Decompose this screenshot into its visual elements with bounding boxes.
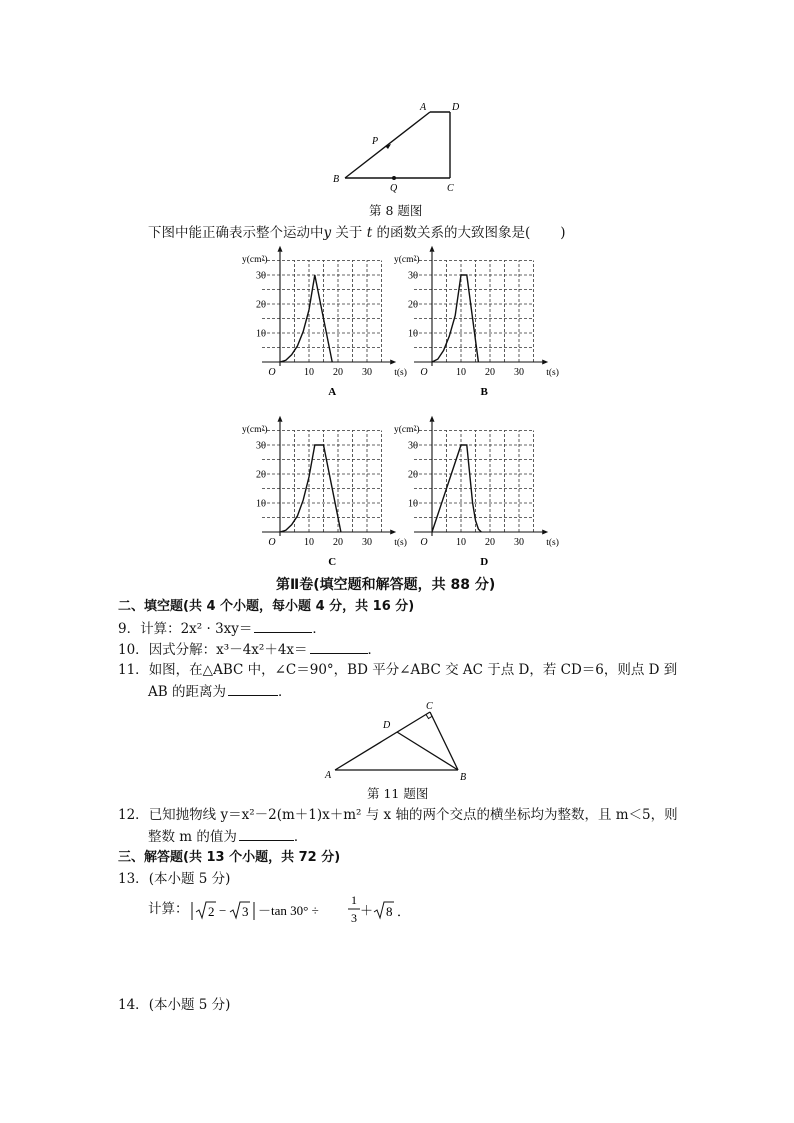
y-axis-label: y(cm²) bbox=[394, 425, 420, 435]
y-tick-label: 30 bbox=[408, 440, 418, 452]
origin-label: O bbox=[420, 367, 428, 378]
q11-triangle-figure bbox=[320, 700, 480, 782]
origin-label: O bbox=[268, 537, 276, 548]
q8-prompt: 下图中能正确表示整个运动中y 关于 t 的函数关系的大致图象是( ) bbox=[148, 225, 566, 241]
q11-point-d: D bbox=[383, 720, 391, 731]
graph-option-label[interactable]: D bbox=[480, 556, 489, 568]
x-tick-label: 20 bbox=[333, 367, 343, 378]
origin-label: O bbox=[268, 367, 276, 378]
graph-option-label[interactable]: B bbox=[480, 386, 488, 398]
y-tick-label: 20 bbox=[408, 299, 418, 311]
x-tick-label: 30 bbox=[514, 367, 524, 378]
x-tick-label: 10 bbox=[304, 537, 314, 548]
q13-math bbox=[190, 890, 430, 930]
y-axis-label: y(cm²) bbox=[242, 255, 268, 265]
q10: 10．因式分解：x³－4x²＋4x＝ ． bbox=[118, 642, 382, 658]
q11-point-b: B bbox=[460, 772, 467, 783]
q13-end: ． bbox=[397, 904, 411, 919]
x-tick-label: 20 bbox=[485, 537, 495, 548]
x-tick-label: 30 bbox=[514, 537, 524, 548]
y-tick-label: 20 bbox=[256, 469, 266, 481]
x-axis-label: t(s) bbox=[546, 368, 559, 378]
q13-frac-den: 3 bbox=[351, 911, 357, 925]
graph-option-label[interactable]: A bbox=[328, 386, 337, 398]
q8-figure-caption: 第 8 题图 bbox=[369, 203, 423, 218]
q12-line2: 整数 m 的值为 ． bbox=[148, 829, 308, 845]
x-tick-label: 30 bbox=[362, 537, 372, 548]
y-tick-label: 10 bbox=[256, 498, 266, 510]
origin-label: O bbox=[420, 537, 428, 548]
q8-point-c: C bbox=[447, 183, 454, 194]
y-tick-label: 10 bbox=[408, 328, 418, 340]
x-tick-label: 10 bbox=[304, 367, 314, 378]
part3-heading: 三、解答题(共 13 个小题，共 72 分) bbox=[118, 850, 341, 865]
q13-sqrt2-radicand: 2 bbox=[208, 904, 215, 919]
x-axis-label: t(s) bbox=[546, 538, 559, 548]
q13-frac-num: 1 bbox=[351, 893, 357, 907]
q13-tan-part: －tan 30° ÷ bbox=[258, 903, 319, 918]
y-axis-arrow bbox=[278, 416, 283, 422]
q8-point-q: Q bbox=[390, 183, 398, 194]
y-axis-arrow bbox=[430, 246, 435, 252]
y-axis-arrow bbox=[278, 246, 283, 252]
y-tick-label: 30 bbox=[256, 270, 266, 282]
q11-figure-caption: 第 11 题图 bbox=[367, 786, 429, 801]
q8-point-b: B bbox=[333, 174, 340, 185]
q10-answer-blank[interactable] bbox=[310, 640, 368, 654]
x-tick-label: 20 bbox=[485, 367, 495, 378]
x-tick-label: 10 bbox=[456, 537, 466, 548]
part2-heading: 二、填空题(共 4 个小题，每小题 4 分，共 16 分) bbox=[118, 599, 415, 614]
q9: 9．计算：2x² · 3xy＝ ． bbox=[118, 621, 326, 637]
q8-graph-a bbox=[240, 250, 407, 400]
y-tick-label: 20 bbox=[408, 469, 418, 481]
x-tick-label: 20 bbox=[333, 537, 343, 548]
q11-point-c: C bbox=[426, 701, 433, 712]
q8-point-d: D bbox=[452, 102, 460, 113]
q13-plus: ＋ bbox=[360, 903, 374, 918]
x-tick-label: 10 bbox=[456, 367, 466, 378]
q12-answer-blank[interactable] bbox=[239, 827, 294, 841]
q8-point-a: A bbox=[420, 102, 427, 113]
q13-sqrt8-radicand: 8 bbox=[386, 904, 393, 919]
y-axis-label: y(cm²) bbox=[242, 425, 268, 435]
x-axis-arrow bbox=[542, 360, 548, 365]
y-axis-arrow bbox=[430, 416, 435, 422]
q8-point-p: P bbox=[372, 136, 379, 147]
y-tick-label: 10 bbox=[408, 498, 418, 510]
q13-sqrt3-radicand: 3 bbox=[242, 904, 249, 919]
y-tick-label: 30 bbox=[408, 270, 418, 282]
q12-line1: 12．已知抛物线 y＝x²－2(m＋1)x＋m² 与 x 轴的两个交点的横坐标均为整数，且 m＜5，则 bbox=[118, 807, 678, 823]
x-axis-label: t(s) bbox=[394, 368, 407, 378]
q8-graph-b bbox=[392, 250, 559, 400]
q8-trapezoid-figure bbox=[330, 100, 470, 195]
x-axis-label: t(s) bbox=[394, 538, 407, 548]
q14-header: 14．(本小题 5 分) bbox=[118, 997, 231, 1013]
x-axis-arrow bbox=[542, 530, 548, 535]
q8-graph-c bbox=[240, 420, 407, 570]
graph-option-label[interactable]: C bbox=[328, 556, 337, 568]
svg-text:−: − bbox=[219, 903, 227, 918]
y-tick-label: 10 bbox=[256, 328, 266, 340]
y-tick-label: 30 bbox=[256, 440, 266, 452]
q11-answer-blank[interactable] bbox=[228, 682, 278, 696]
section2-title: 第Ⅱ卷(填空题和解答题，共 88 分) bbox=[276, 577, 496, 593]
q11-point-a: A bbox=[325, 770, 332, 781]
q11-line2: AB 的距离为 ． bbox=[148, 684, 292, 700]
x-tick-label: 30 bbox=[362, 367, 372, 378]
q11-line1: 11．如图，在△ABC 中，∠C＝90°，BD 平分∠ABC 交 AC 于点 D，若 CD＝6，则点 D 到 bbox=[118, 662, 678, 678]
y-tick-label: 20 bbox=[256, 299, 266, 311]
q9-answer-blank[interactable] bbox=[254, 619, 312, 633]
y-axis-label: y(cm²) bbox=[394, 255, 420, 265]
q8-graph-d bbox=[392, 420, 559, 570]
q13-header: 13．(本小题 5 分) bbox=[118, 871, 231, 887]
